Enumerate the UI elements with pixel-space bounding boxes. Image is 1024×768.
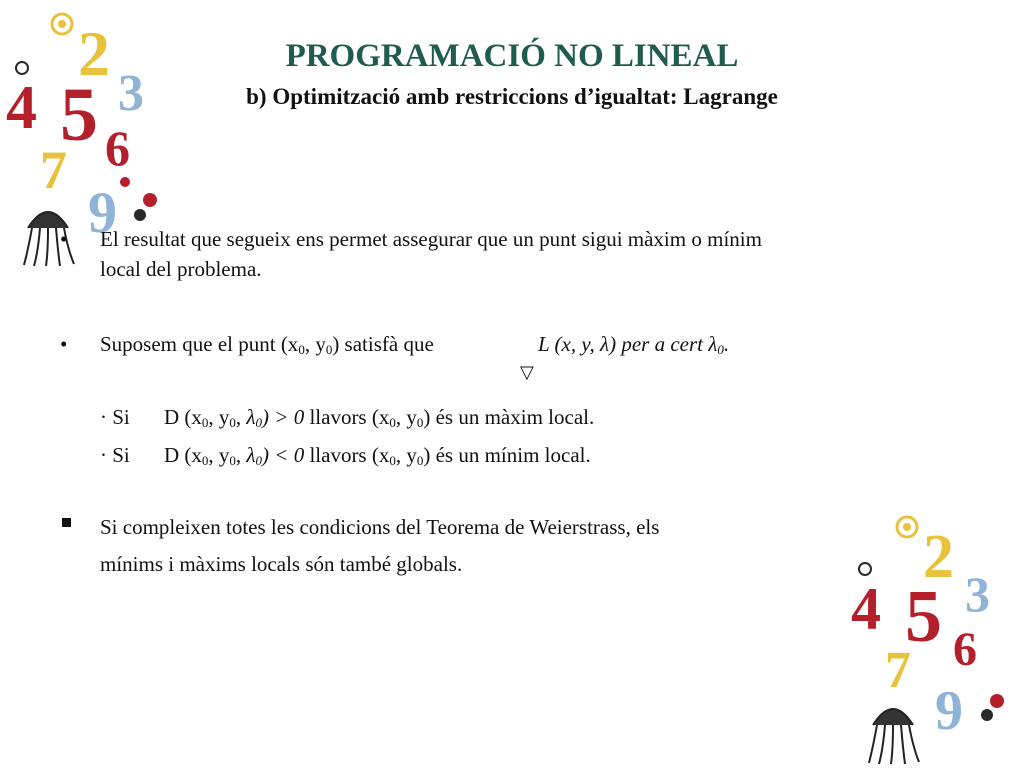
- condition-min-expression: D ($x_0$, $y_0$, $\lambda_0) < 0$ llavors ($x_0$, $y_0$) és un mínim local.: [164, 443, 591, 468]
- bullet-1-line-2: local del problema.: [100, 257, 262, 281]
- digit-3: 3: [965, 566, 990, 622]
- nabla-symbol: ▽: [520, 362, 534, 383]
- digit-4: 4: [6, 74, 37, 142]
- decorative-numbers-bottom-right: [845, 505, 1024, 768]
- digit-6: 6: [953, 623, 977, 676]
- bullet-1-line-1: El resultat que segueix ens permet assegurar que un punt sigui màxim o mínim: [100, 227, 762, 251]
- condition-max: · Si: [100, 405, 130, 429]
- digit-5: 5: [905, 576, 942, 658]
- slide-title: PROGRAMACIÓ NO LINEAL: [285, 38, 739, 74]
- lagrangian-formula: L (x, y, λ) per a cert $\lambda_0$.: [538, 332, 730, 357]
- bullet-marker: •: [60, 227, 68, 251]
- digit-3: 3: [118, 65, 144, 122]
- digit-7: 7: [885, 642, 911, 699]
- jellyfish-icon: [869, 709, 919, 764]
- slide-subtitle: b) Optimització amb restriccions d’igualtat: Lagrange: [246, 84, 778, 109]
- bullet-2-text: Suposem que el punt ($x_0$, $y_0$) satisfà que: [100, 332, 434, 357]
- digit-4: 4: [851, 576, 881, 642]
- digit-9: 9: [935, 680, 963, 742]
- bullet-marker: •: [60, 332, 68, 356]
- digit-9: 9: [88, 180, 117, 245]
- condition-max-expression: D ($x_0$, $y_0$, $\lambda_0) > 0$ llavors ($x_0$, $y_0$) és un màxim local.: [164, 405, 595, 430]
- condition-min: · Si: [100, 443, 130, 467]
- bullet-3-line-1: Si compleixen totes les condicions del Teorema de Weierstrass, els: [100, 515, 660, 539]
- digit-2: 2: [923, 523, 954, 591]
- square-bullet-icon: [62, 518, 71, 527]
- digit-2: 2: [78, 18, 110, 89]
- digit-6: 6: [105, 120, 130, 176]
- digit-7: 7: [40, 140, 67, 200]
- bullet-3-line-2: mínims i màxims locals són també globals.: [100, 552, 463, 576]
- digit-5: 5: [60, 73, 98, 157]
